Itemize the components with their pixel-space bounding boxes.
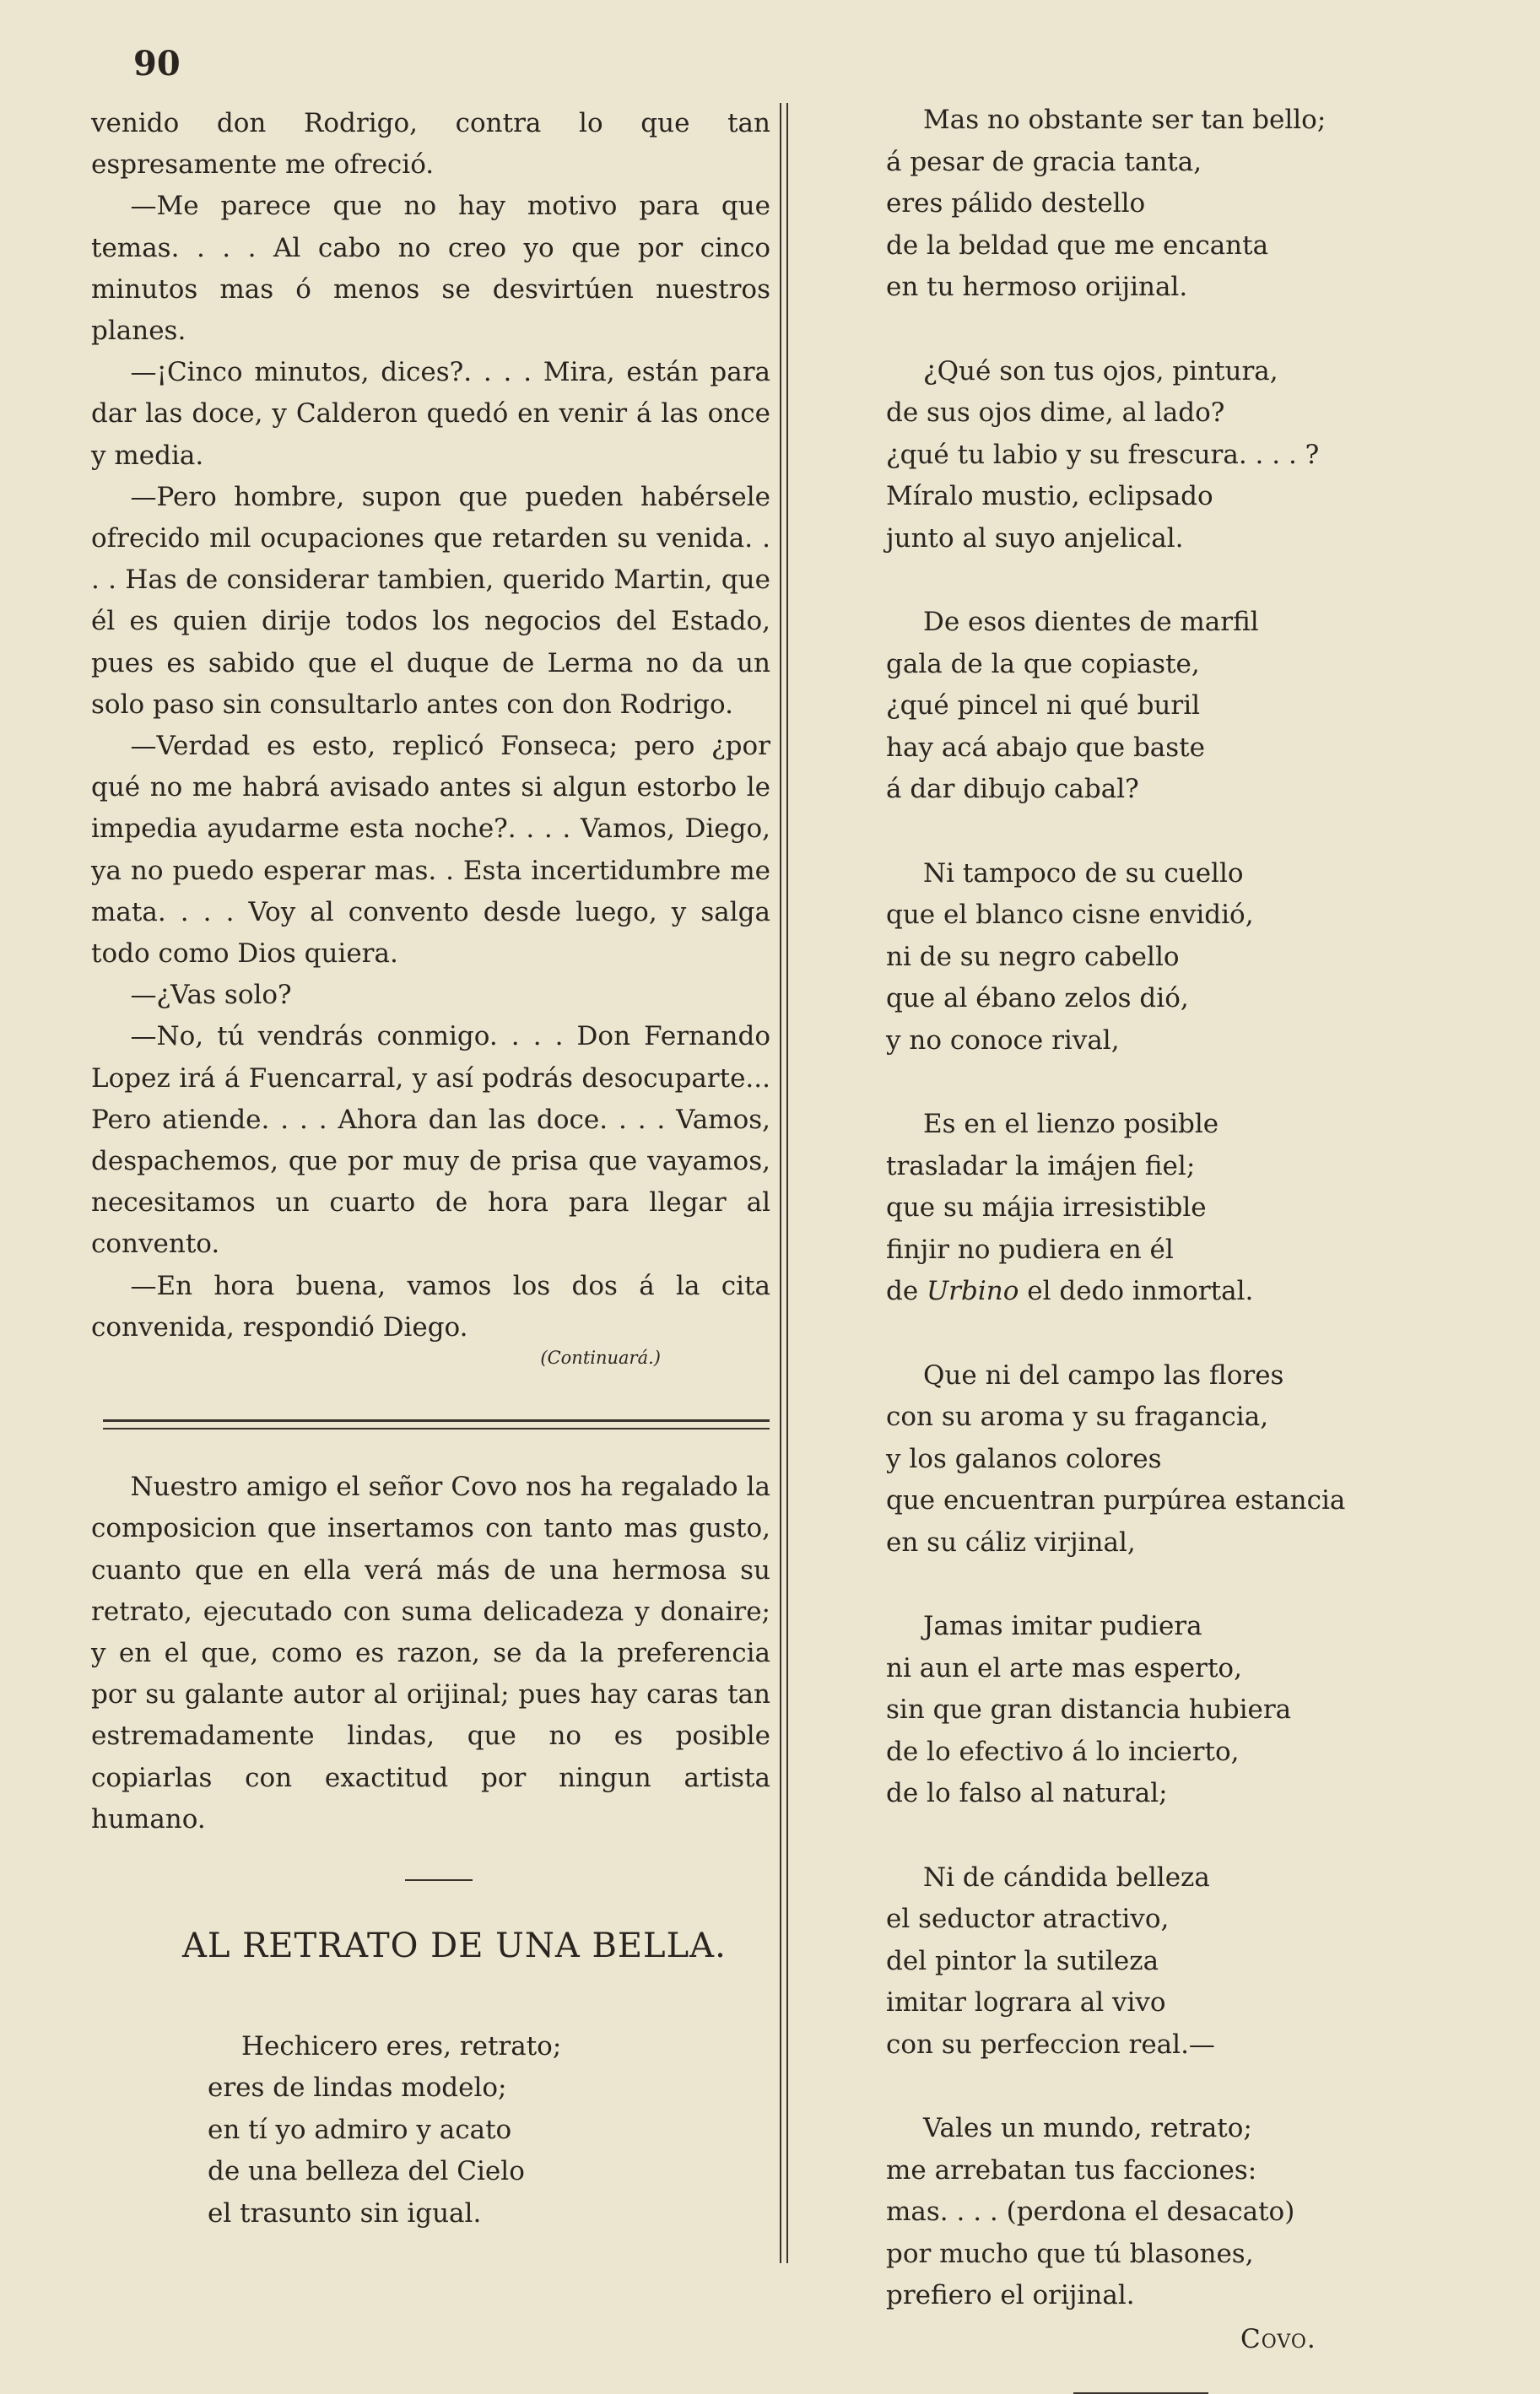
short-divider bbox=[405, 1879, 473, 1881]
poem-stanza bbox=[886, 351, 1426, 560]
poem-line: Jamas imitar pudiera bbox=[923, 1611, 1202, 1641]
poem-line: Vales un mundo, retrato; bbox=[923, 2113, 1252, 2143]
poem-line: Ni tampoco de su cuello bbox=[923, 857, 1244, 889]
poem-line: finjir no pudiera en él bbox=[886, 1234, 1174, 1265]
poem-line: De esos dientes de marfil bbox=[923, 607, 1259, 637]
poem-line: de una belleza del Cielo bbox=[208, 2156, 525, 2187]
urbino-italic: Urbino bbox=[927, 1276, 1019, 1306]
poem-line: de lo falso al natural; bbox=[886, 1778, 1168, 1808]
poem-line: junto al suyo anjelical. bbox=[886, 522, 1184, 554]
prose-paragraph: —¿Vas solo? bbox=[130, 980, 292, 1011]
poem-stanza bbox=[886, 1857, 1426, 2067]
poem-line-urbino bbox=[886, 1271, 1426, 1313]
right-column bbox=[886, 100, 1426, 2394]
urbino-suffix: el dedo inmortal. bbox=[1019, 1276, 1254, 1306]
poem-line: Mas no obstante ser tan bello; bbox=[923, 105, 1327, 135]
poem-title: AL RETRATO DE UNA BELLA. bbox=[182, 1926, 727, 1965]
page-number: 90 bbox=[133, 44, 181, 84]
poem-stanza bbox=[886, 1606, 1426, 1815]
poem-line: por mucho que tú blasones, bbox=[886, 2238, 1254, 2269]
poem-line: gala de la que copiaste, bbox=[886, 648, 1200, 679]
poem-line: ¿Qué son tus ojos, pintura, bbox=[923, 355, 1278, 386]
poem-line: imitar lograra al vivo bbox=[886, 1987, 1166, 2018]
poem-line: que al ébano zelos dió, bbox=[886, 983, 1189, 1013]
poem-line: sin que gran distancia hubiera bbox=[886, 1694, 1292, 1725]
editor-intro bbox=[91, 1467, 770, 1840]
poem-line: Ni de cándida belleza bbox=[923, 1862, 1210, 1893]
poem-stanza bbox=[886, 1355, 1426, 1564]
urbino-prefix: de bbox=[886, 1276, 927, 1306]
poem-line: con su aroma y su fragancia, bbox=[886, 1402, 1269, 1432]
poem-line: el trasunto sin igual. bbox=[208, 2197, 482, 2229]
poem-stanza bbox=[208, 2026, 770, 2235]
poem-line: prefiero el orijinal. bbox=[886, 2280, 1135, 2310]
story-continuation bbox=[91, 103, 770, 1348]
poem-line: hay acá abajo que baste bbox=[886, 732, 1205, 763]
poem-line: en tí yo admiro y acato bbox=[208, 2114, 512, 2145]
prose-paragraph: —Me parece que no hay motivo para que temas. . . . Al cabo no creo yo que por cinco minutos mas ó menos se desvirtúen nuestros planes. bbox=[91, 191, 770, 347]
poem-line: con su perfeccion real.— bbox=[886, 2029, 1215, 2060]
poem-line: trasladar la imájen fiel; bbox=[886, 1150, 1196, 1181]
poem-line: del pintor la sutileza bbox=[886, 1945, 1159, 1976]
prose-paragraph: —¡Cinco minutos, dices?. . . . Mira, están para dar las doce, y Calderon quedó en venir á las once y media. bbox=[91, 357, 770, 471]
poem-line: me arrebatan tus facciones: bbox=[886, 2154, 1257, 2186]
poem-line: y no conoce rival, bbox=[886, 1024, 1120, 1056]
poem-stanza bbox=[886, 1104, 1426, 1313]
poem-line: eres pálido destello bbox=[886, 188, 1146, 219]
poem-line: y los galanos colores bbox=[886, 1443, 1162, 1474]
poem-line: de la beldad que me encanta bbox=[886, 230, 1269, 261]
poem-line: que encuentran purpúrea estancia bbox=[886, 1485, 1346, 1516]
prose-paragraph: venido don Rodrigo, contra lo que tan espresamente me ofreció. bbox=[91, 108, 770, 181]
poem-line: á dar dibujo cabal? bbox=[886, 774, 1139, 804]
poem-signature: Covo. bbox=[1240, 2323, 1316, 2354]
poem-line: Míralo mustio, eclipsado bbox=[886, 481, 1213, 511]
poem-line: ni aun el arte mas esperto, bbox=[886, 1652, 1242, 1683]
poem-line: Que ni del campo las flores bbox=[923, 1359, 1284, 1391]
poem-stanza bbox=[886, 853, 1426, 1062]
prose-paragraph: —En hora buena, vamos los dos á la cita convenida, respondió Diego. bbox=[91, 1270, 770, 1343]
poem-line: Hechicero eres, retrato; bbox=[241, 2030, 562, 2062]
poem-line: ni de su negro cabello bbox=[886, 941, 1180, 972]
poem-line: mas. . . . (perdona el desacato) bbox=[886, 2197, 1295, 2227]
column-separator bbox=[780, 103, 788, 2263]
poem-line: en su cáliz virjinal, bbox=[886, 1527, 1136, 1558]
poem-line: de lo efectivo á lo incierto, bbox=[886, 1736, 1240, 1767]
prose-paragraph: —No, tú vendrás conmigo. . . . Don Fernando Lopez irá á Fuencarral, y así podrás desocuparte... Pero atiende. . . . Ahora dan las doce. . . . Vamos, despachemos, que por muy de prisa que vayamos, necesitamos un cuarto de hora para llegar al convento. bbox=[91, 1021, 770, 1260]
poem-line: Es en el lienzo posible bbox=[923, 1109, 1219, 1139]
section-divider bbox=[103, 1419, 770, 1429]
poem-stanza bbox=[886, 602, 1426, 811]
poem-line: ¿qué pincel ni qué buril bbox=[886, 690, 1201, 721]
poem-line: ¿qué tu labio y su frescura. . . . ? bbox=[886, 439, 1320, 470]
intro-paragraph: Nuestro amigo el señor Covo nos ha regalado la composicion que insertamos con tanto mas gusto, cuanto que en ella verá más de una hermosa su retrato, ejecutado con suma delicadeza y donaire; y en el que, como es razon, se da la preferencia por su galante autor al orijinal; pues hay caras tan estremadamente lindas, que no es posible copiarlas con exactitud por ningun artista humano. bbox=[91, 1472, 770, 1835]
poem-stanza bbox=[886, 2108, 1426, 2317]
poem-line: en tu hermoso orijinal. bbox=[886, 272, 1188, 302]
poem-line: el seductor atractivo, bbox=[886, 1904, 1170, 1934]
poem-stanza bbox=[886, 100, 1426, 309]
prose-paragraph: —Pero hombre, supon que pueden habérsele ofrecido mil ocupaciones que retarden su venida. . . . Has de considerar tambien, querido Martin, que él es quien dirije todos los negocios del Estado, pues es sabido que el duque de Lerma no da un solo paso sin consultarlo antes con don Rodrigo. bbox=[91, 481, 770, 720]
poem-line: de sus ojos dime, al lado? bbox=[886, 397, 1225, 428]
prose-paragraph: —Verdad es esto, replicó Fonseca; pero ¿por qué no me habrá avisado antes si algun estorbo le impedia ayudarme esta noche?. . . . Vamos, Diego, ya no puedo esperar mas. . Esta incertidumbre me mata. . . . Voy al convento desde luego, y salga todo como Dios quiera. bbox=[91, 731, 770, 970]
poem-line: á pesar de gracia tanta, bbox=[886, 146, 1202, 177]
left-column bbox=[91, 103, 770, 2235]
continuara-note: (Continuará.) bbox=[540, 1348, 661, 1369]
poem-line: eres de lindas modelo; bbox=[208, 2072, 507, 2104]
poem-line: que el blanco cisne envidió, bbox=[886, 900, 1254, 930]
poem-line: que su májia irresistible bbox=[886, 1192, 1207, 1223]
